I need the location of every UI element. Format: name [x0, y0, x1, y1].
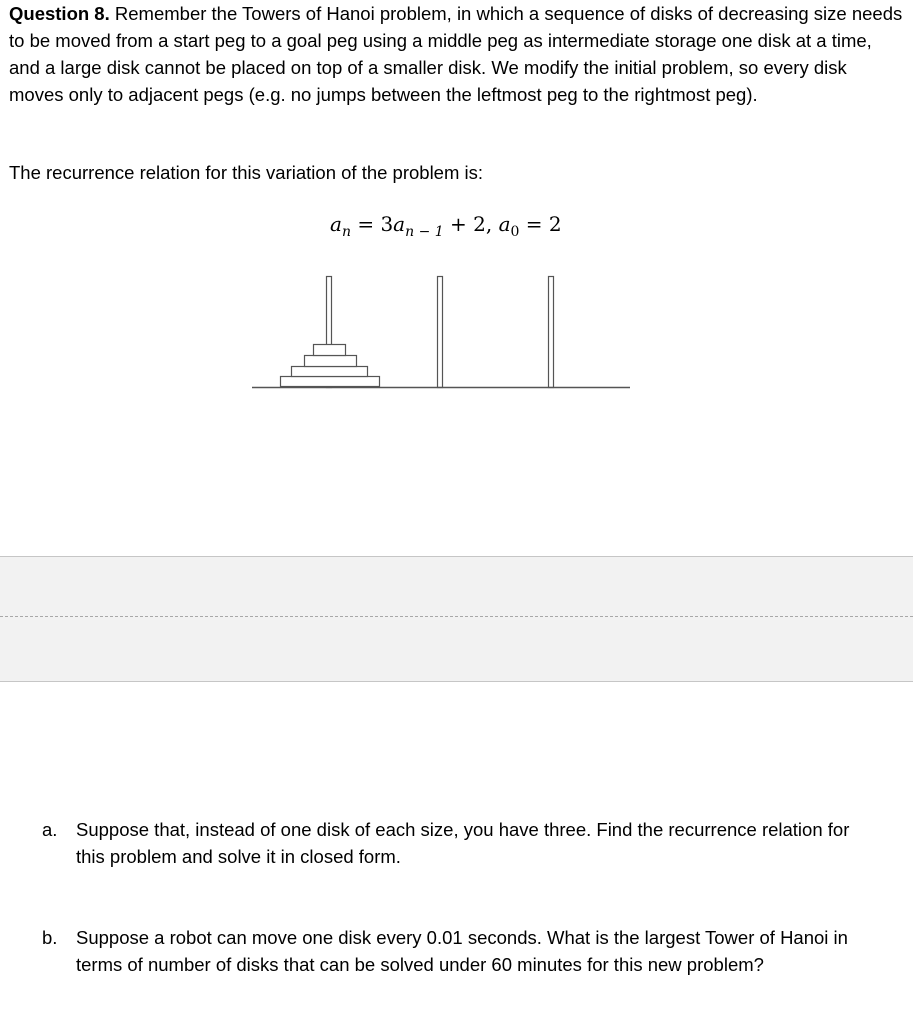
formula-eq-two: = 2: [519, 212, 562, 236]
part-b-text: Suppose a robot can move one disk every 0.01 seconds. What is the largest Tower of Hanoi in terms of number of disks that can be solved under 60 minutes for this new problem?: [76, 927, 848, 975]
formula-a: a: [330, 212, 342, 236]
disk-1: [314, 345, 346, 356]
part-a: [42, 816, 862, 870]
question-number: Question 8.: [9, 3, 110, 24]
part-b-marker: b.: [42, 927, 58, 948]
part-a-text: Suppose that, instead of one disk of each size, you have three. Find the recurrence relation for this problem and solve it in closed form.: [76, 819, 850, 867]
disk-3: [292, 367, 368, 377]
towers-of-hanoi-diagram: [0, 0, 913, 420]
recurrence-intro: The recurrence relation for this variation of the problem is:: [9, 162, 484, 183]
peg-right: [549, 277, 554, 388]
formula-a2: a: [393, 212, 406, 236]
answer-divider: [0, 616, 913, 617]
peg-middle: [438, 277, 443, 388]
question-text: Remember the Towers of Hanoi problem, in which a sequence of disks of decreasing size needs to be moved from a start peg to a goal peg using a middle peg as intermediate storage one disk at a time, and a large disk cannot be placed on top of a smaller disk. We modify the initial problem, so every disk moves only to adjacent pegs (e.g. no jumps between the leftmost peg to the rightmost peg).: [9, 3, 903, 105]
disk-2: [305, 356, 357, 367]
formula-plus-two: + 2,: [443, 212, 499, 236]
formula-sub-zero: 0: [510, 224, 520, 240]
formula-sub-n-minus-1: n − 1: [405, 224, 444, 240]
part-a-marker: a.: [42, 819, 58, 840]
formula-sub-n: n: [341, 224, 351, 240]
formula-a3: a: [498, 212, 511, 236]
formula-eq: = 3: [350, 212, 394, 236]
answer-area[interactable]: [0, 556, 913, 682]
disk-4: [281, 377, 380, 387]
part-b: [42, 924, 862, 978]
